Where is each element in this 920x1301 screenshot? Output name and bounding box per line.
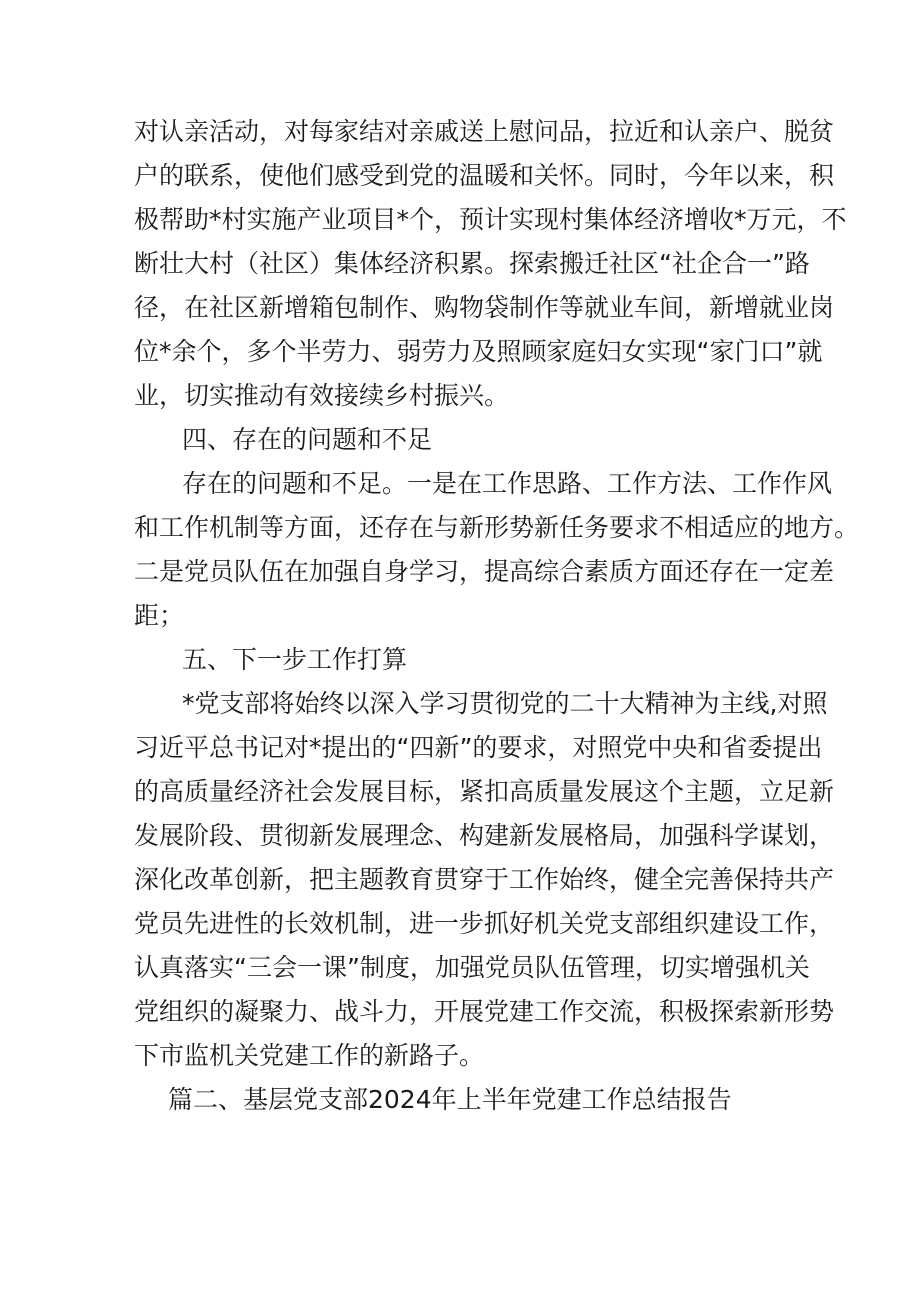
line-text: 深化改革创新，把主题教育贯穿于工作始终，健全完善保持共产 (134, 865, 835, 894)
section-heading (0, 418, 920, 462)
paragraph-line (0, 770, 920, 814)
paragraph-line (0, 1034, 920, 1078)
line-text: *党支部将始终以深入学习贯彻党的二十大精神为主线,对照 (182, 689, 828, 718)
paragraph-line (0, 902, 920, 946)
line-text: 党组织的凝聚力、战斗力，开展党建工作交流，积极探索新形势 (134, 997, 835, 1026)
paragraph-line (0, 858, 920, 902)
paragraph-line (0, 110, 920, 154)
paragraph-line (0, 374, 920, 418)
line-text: 户的联系，使他们感受到党的温暖和关怀。同时，今年以来，积 (134, 161, 835, 190)
paragraph-line (0, 550, 920, 594)
line-text: 径，在社区新增箱包制作、购物袋制作等就业车间，新增就业岗 (134, 293, 835, 322)
paragraph-line (0, 506, 920, 550)
line-text: 习近平总书记对*提出的“四新”的要求，对照党中央和省委提出 (134, 733, 823, 762)
paragraph-line (0, 594, 920, 638)
paragraph-line (0, 462, 920, 506)
line-text: 发展阶段、贯彻新发展理念、构建新发展格局，加强科学谋划， (134, 821, 835, 850)
line-text: 下市监机关党建工作的新路子。 (134, 1041, 485, 1070)
paragraph-line (0, 990, 920, 1034)
line-text: 距； (134, 601, 185, 630)
paragraph-line (0, 330, 920, 374)
paragraph-line (0, 198, 920, 242)
line-text: 存在的问题和不足。一是在工作思路、工作方法、工作作风 (182, 469, 833, 498)
line-text: 对认亲活动，对每家结对亲戚送上慰问品，拉近和认亲户、脱贫 (134, 117, 835, 146)
paragraph-line (0, 154, 920, 198)
line-text: 二是党员队伍在加强自身学习，提高综合素质方面还存在一定差 (134, 557, 835, 586)
line-text: 业，切实推动有效接续乡村振兴。 (134, 381, 510, 410)
paragraph-line (0, 682, 920, 726)
section-heading (0, 638, 920, 682)
line-text: 党员先进性的长效机制，进一步抓好机关党支部组织建设工作， (134, 909, 835, 938)
line-text: 位*余个，多个半劳力、弱劳力及照顾家庭妇女实现“家门口”就 (134, 337, 823, 366)
line-text: 和工作机制等方面，还存在与新形势新任务要求不相适应的地方。 (134, 513, 860, 542)
section-heading-text: 四、存在的问题和不足 (182, 425, 433, 454)
line-text: 认真落实“三会一课”制度，加强党员队伍管理，切实增强机关 (134, 953, 810, 982)
section-heading-text: 五、下一步工作打算 (182, 645, 408, 674)
article-title (0, 1078, 920, 1122)
paragraph-line (0, 726, 920, 770)
line-text: 断壮大村（社区）集体经济积累。探索搬迁社区“社企合一”路 (134, 249, 810, 278)
line-text: 的高质量经济社会发展目标，紧扣高质量发展这个主题，立足新 (134, 777, 835, 806)
article-title-text: 篇二、基层党支部2024年上半年党建工作总结报告 (168, 1085, 732, 1114)
line-text: 极帮助*村实施产业项目*个，预计实现村集体经济增收*万元，不 (134, 205, 847, 234)
paragraph-line (0, 814, 920, 858)
paragraph-line (0, 242, 920, 286)
paragraph-line (0, 946, 920, 990)
paragraph-line (0, 286, 920, 330)
